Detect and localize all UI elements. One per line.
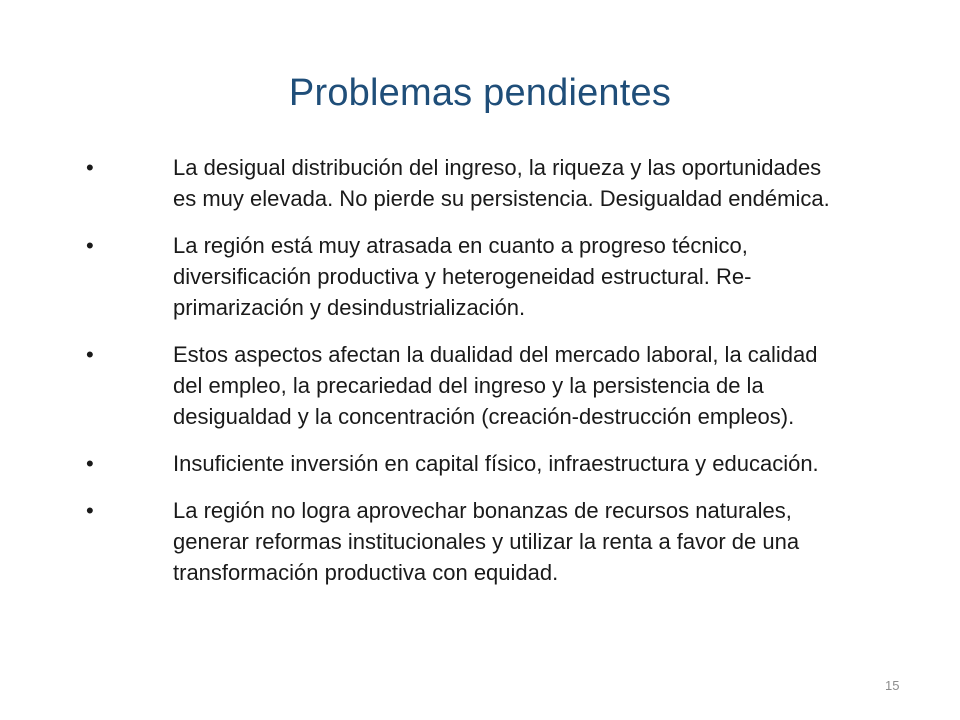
bullet-item bbox=[0, 230, 960, 323]
bullet-icon: • bbox=[86, 155, 94, 180]
bullet-item bbox=[0, 339, 960, 432]
bullet-item bbox=[0, 495, 960, 588]
slide-title: Problemas pendientes bbox=[288, 72, 672, 114]
bullet-text: La región no logra aprovechar bonanzas de recursos naturales, generar reformas institucionales y utilizar la renta a favor de una transformación productiva con equidad. bbox=[173, 498, 800, 585]
bullet-text: La desigual distribución del ingreso, la riqueza y las oportunidades es muy elevada. No pierde su persistencia. Desigualdad endémica. bbox=[173, 155, 830, 211]
bullet-icon: • bbox=[86, 342, 94, 367]
bullet-icon: • bbox=[86, 233, 94, 258]
bullet-icon: • bbox=[86, 498, 94, 523]
bullet-icon: • bbox=[86, 451, 94, 476]
bullet-text: Estos aspectos afectan la dualidad del mercado laboral, la calidad del empleo, la precariedad del ingreso y la persistencia de la desigualdad y la concentración (creación-destrucción empleos). bbox=[173, 342, 818, 429]
bullet-text: La región está muy atrasada en cuanto a progreso técnico, diversificación productiva y heterogeneidad estructural. Re-primarización y desindustrialización. bbox=[173, 233, 752, 320]
bullet-item bbox=[0, 448, 960, 479]
bullet-text: Insuficiente inversión en capital físico, infraestructura y educación. bbox=[173, 451, 819, 476]
page-number: 15 bbox=[885, 678, 900, 693]
bullet-list bbox=[0, 152, 960, 604]
bullet-item bbox=[0, 152, 960, 214]
